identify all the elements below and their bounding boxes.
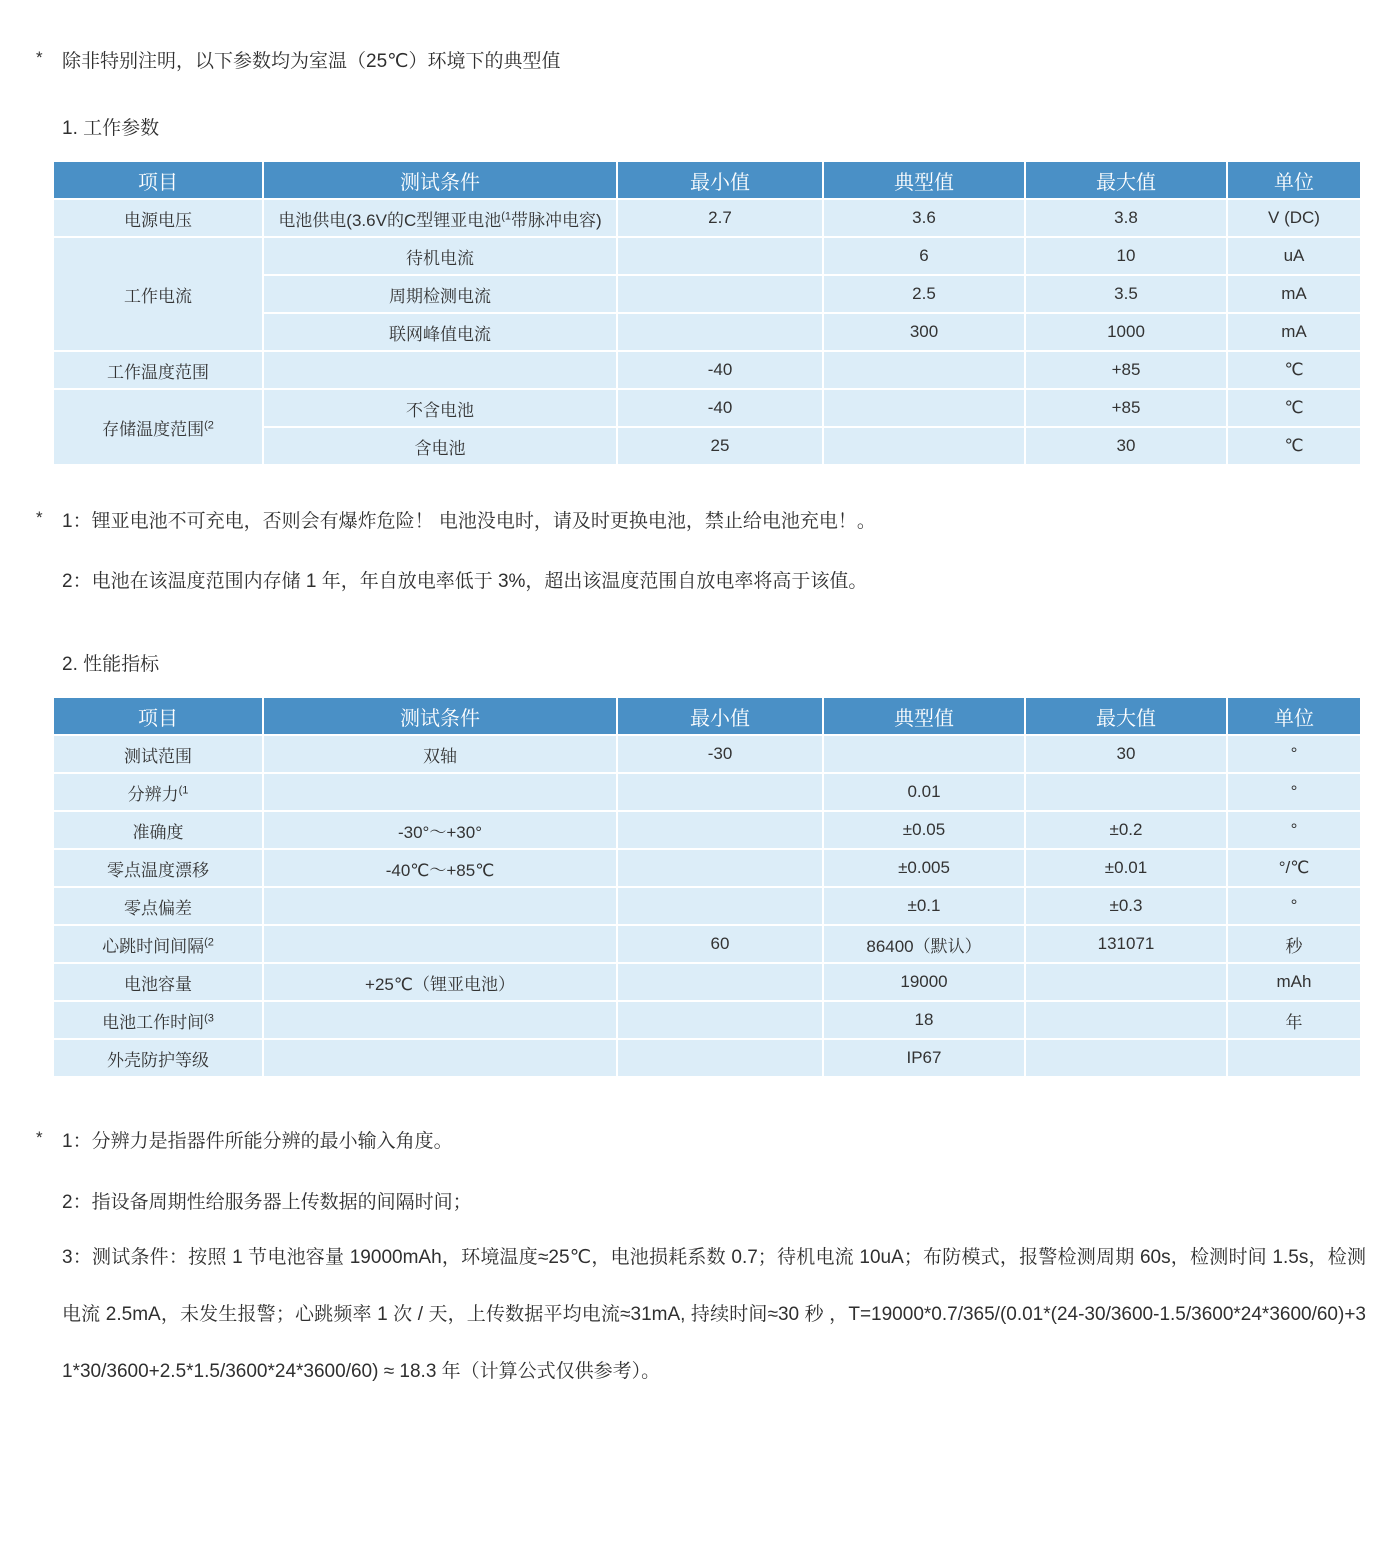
performance-specs-table xyxy=(52,696,1362,1078)
footnote-ref: (3 xyxy=(204,1011,214,1024)
cell-item xyxy=(54,774,262,810)
footnote-ref: (1 xyxy=(501,209,512,222)
footnote-ref: (2 xyxy=(204,418,214,431)
cell-item: 准确度 xyxy=(54,812,262,848)
cell-condition: 含电池 xyxy=(264,428,616,464)
cell-unit: mAh xyxy=(1228,964,1360,1000)
cell-unit: ℃ xyxy=(1228,352,1360,388)
cell-unit: ° xyxy=(1228,736,1360,772)
item-text: 电池工作时间 xyxy=(102,1012,205,1032)
footnote-text: 1：分辨力是指器件所能分辨的最小输入角度。 xyxy=(62,1131,453,1152)
cell-typical: ±0.1 xyxy=(824,888,1024,924)
cell-condition: 待机电流 xyxy=(264,238,616,274)
condition-text: 电池供电(3.6V的C型锂亚电池 xyxy=(278,210,502,230)
asterisk-marker xyxy=(36,1189,62,1216)
cell-condition: +25℃（锂亚电池） xyxy=(264,964,616,1000)
footnote-ref: (1 xyxy=(178,783,189,796)
asterisk-marker: * xyxy=(36,508,43,527)
column-header-item: 项目 xyxy=(54,162,262,198)
asterisk-marker xyxy=(36,1231,62,1402)
cell-max: 30 xyxy=(1026,428,1226,464)
table-row xyxy=(54,850,1360,886)
asterisk-marker: * xyxy=(36,48,43,67)
section1-title: 1. 工作参数 xyxy=(62,118,160,139)
footnote-text: 1：锂亚电池不可充电，否则会有爆炸危险！ 电池没电时，请及时更换电池，禁止给电池充电！。 xyxy=(62,511,876,532)
cell-typical: 3.6 xyxy=(824,200,1024,236)
cell-unit: uA xyxy=(1228,238,1360,274)
cell-max: ±0.3 xyxy=(1026,888,1226,924)
column-header-min: 最小值 xyxy=(618,162,822,198)
cell-unit: ℃ xyxy=(1228,390,1360,426)
cell-min xyxy=(618,1002,822,1038)
cell-min: -40 xyxy=(618,352,822,388)
cell-condition: -40℃～+85℃ xyxy=(264,850,616,886)
cell-condition: 不含电池 xyxy=(264,390,616,426)
footnote xyxy=(36,1187,1400,1214)
footnote xyxy=(36,566,1400,593)
cell-typical: 2.5 xyxy=(824,276,1024,312)
cell-min xyxy=(618,964,822,1000)
cell-min: 60 xyxy=(618,926,822,962)
cell-min xyxy=(618,1040,822,1076)
cell-min xyxy=(618,850,822,886)
table-row xyxy=(54,352,1360,388)
header-row xyxy=(54,698,1360,734)
cell-min: 25 xyxy=(618,428,822,464)
cell-max xyxy=(1026,1040,1226,1076)
table-row xyxy=(54,926,1360,962)
cell-min: 2.7 xyxy=(618,200,822,236)
cell-min xyxy=(618,276,822,312)
table-row xyxy=(54,200,1360,236)
cell-condition xyxy=(264,1002,616,1038)
cell-max: +85 xyxy=(1026,352,1226,388)
column-header-typical: 典型值 xyxy=(824,698,1024,734)
column-header-max: 最大值 xyxy=(1026,162,1226,198)
footnote-text: 2：电池在该温度范围内存储 1 年，年自放电率低于 3%，超出该温度范围自放电率将高于该值。 xyxy=(62,571,868,592)
column-header-typical: 典型值 xyxy=(824,162,1024,198)
cell-condition: 周期检测电流 xyxy=(264,276,616,312)
working-params-table xyxy=(52,160,1362,466)
column-header-min: 最小值 xyxy=(618,698,822,734)
cell-typical: ±0.005 xyxy=(824,850,1024,886)
cell-typical: 300 xyxy=(824,314,1024,350)
cell-item xyxy=(54,926,262,962)
page-top-note xyxy=(36,46,1400,73)
footnote-text: 3：测试条件：按照 1 节电池容量 19000mAh，环境温度≈25℃，电池损耗系数 0.7；待机电流 10uA；布防模式，报警检测周期 60s，检测时间 1.5s，检测电流 2.5mA，未发生报警；心跳频率 1 次 / 天，上传数据平均电流≈31mA, 持续时间≈30 秒 ，T=19000*0.7/365/(0.01*(24-30/3600-1.5/3600*24*3600/60)+31*30/3600+2.5*1.5/3600*24*3600/60) ≈ 18.3 年（计算公式仅供参考）。 xyxy=(62,1247,1366,1382)
cell-max: 10 xyxy=(1026,238,1226,274)
cell-min xyxy=(618,238,822,274)
cell-max: ±0.01 xyxy=(1026,850,1226,886)
cell-typical: 0.01 xyxy=(824,774,1024,810)
cell-min xyxy=(618,314,822,350)
condition-text: 带脉冲电容) xyxy=(511,210,602,230)
item-text: 存储温度范围 xyxy=(102,419,205,439)
cell-min xyxy=(618,888,822,924)
cell-unit: mA xyxy=(1228,314,1360,350)
cell-condition: 双轴 xyxy=(264,736,616,772)
table-row xyxy=(54,390,1360,426)
cell-item: 电源电压 xyxy=(54,200,262,236)
cell-condition: 联网峰值电流 xyxy=(264,314,616,350)
cell-condition xyxy=(264,200,616,236)
column-header-condition: 测试条件 xyxy=(264,698,616,734)
cell-unit: V (DC) xyxy=(1228,200,1360,236)
cell-condition xyxy=(264,888,616,924)
cell-unit: 年 xyxy=(1228,1002,1360,1038)
column-header-item: 项目 xyxy=(54,698,262,734)
column-header-unit: 单位 xyxy=(1228,698,1360,734)
table-row xyxy=(54,888,1360,924)
cell-unit: °/℃ xyxy=(1228,850,1360,886)
cell-max: 1000 xyxy=(1026,314,1226,350)
footnote-ref: (2 xyxy=(204,935,214,948)
cell-max: ±0.2 xyxy=(1026,812,1226,848)
cell-typical xyxy=(824,352,1024,388)
cell-unit: ° xyxy=(1228,888,1360,924)
cell-condition: -30°～+30° xyxy=(264,812,616,848)
cell-max xyxy=(1026,774,1226,810)
item-text: 心跳时间间隔 xyxy=(102,936,205,956)
cell-typical: 18 xyxy=(824,1002,1024,1038)
page-top-note-text: 除非特别注明，以下参数均为室温（25℃）环境下的典型值 xyxy=(62,51,561,72)
item-text: 分辨力 xyxy=(127,784,179,804)
header-row xyxy=(54,162,1360,198)
cell-typical: 6 xyxy=(824,238,1024,274)
table-row xyxy=(54,1002,1360,1038)
cell-item xyxy=(54,390,262,464)
cell-typical: 19000 xyxy=(824,964,1024,1000)
cell-min xyxy=(618,812,822,848)
cell-max: +85 xyxy=(1026,390,1226,426)
cell-typical: ±0.05 xyxy=(824,812,1024,848)
table-row xyxy=(54,1040,1360,1076)
table-row xyxy=(54,736,1360,772)
column-header-max: 最大值 xyxy=(1026,698,1226,734)
cell-typical xyxy=(824,428,1024,464)
cell-min xyxy=(618,774,822,810)
cell-item: 零点偏差 xyxy=(54,888,262,924)
table-row xyxy=(54,812,1360,848)
cell-max: 131071 xyxy=(1026,926,1226,962)
cell-max: 3.8 xyxy=(1026,200,1226,236)
cell-max: 3.5 xyxy=(1026,276,1226,312)
cell-item: 测试范围 xyxy=(54,736,262,772)
section2-title: 2. 性能指标 xyxy=(62,654,160,675)
cell-condition xyxy=(264,774,616,810)
cell-item xyxy=(54,1002,262,1038)
cell-max xyxy=(1026,964,1226,1000)
cell-unit: 秒 xyxy=(1228,926,1360,962)
cell-max: 30 xyxy=(1026,736,1226,772)
footnote xyxy=(36,1229,1400,1400)
cell-min: -30 xyxy=(618,736,822,772)
cell-item: 工作电流 xyxy=(54,238,262,350)
cell-condition xyxy=(264,926,616,962)
cell-typical xyxy=(824,390,1024,426)
table-row xyxy=(54,964,1360,1000)
footnote xyxy=(36,506,1400,533)
cell-typical: IP67 xyxy=(824,1040,1024,1076)
cell-item: 零点温度漂移 xyxy=(54,850,262,886)
cell-min: -40 xyxy=(618,390,822,426)
asterisk-marker: * xyxy=(36,1128,43,1147)
cell-typical xyxy=(824,736,1024,772)
cell-unit: mA xyxy=(1228,276,1360,312)
table-row xyxy=(54,774,1360,810)
asterisk-marker xyxy=(36,568,62,595)
cell-item: 工作温度范围 xyxy=(54,352,262,388)
cell-condition xyxy=(264,1040,616,1076)
cell-typical: 86400（默认） xyxy=(824,926,1024,962)
cell-unit: ° xyxy=(1228,774,1360,810)
cell-unit: ° xyxy=(1228,812,1360,848)
footnote-text: 2：指设备周期性给服务器上传数据的间隔时间； xyxy=(62,1192,472,1213)
column-header-condition: 测试条件 xyxy=(264,162,616,198)
footnote xyxy=(36,1126,1400,1153)
cell-condition xyxy=(264,352,616,388)
cell-item: 外壳防护等级 xyxy=(54,1040,262,1076)
cell-item: 电池容量 xyxy=(54,964,262,1000)
column-header-unit: 单位 xyxy=(1228,162,1360,198)
cell-unit xyxy=(1228,1040,1360,1076)
cell-unit: ℃ xyxy=(1228,428,1360,464)
cell-max xyxy=(1026,1002,1226,1038)
table-row xyxy=(54,238,1360,274)
